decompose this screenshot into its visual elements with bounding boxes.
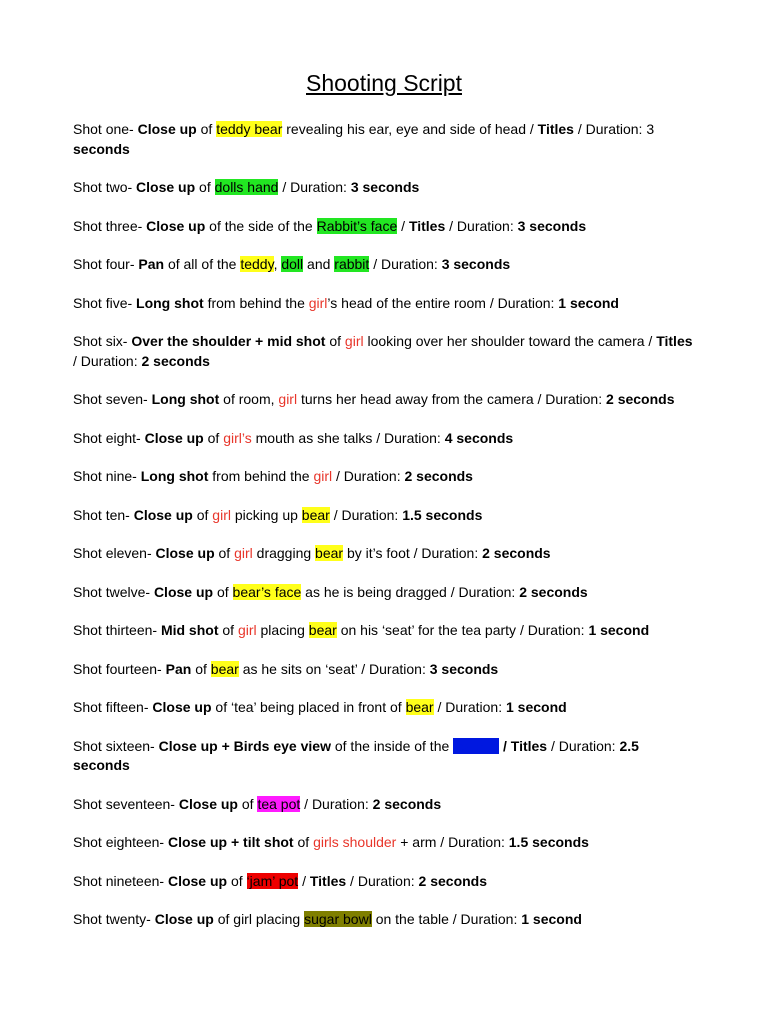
shot-text-b: 4 seconds	[444, 429, 514, 446]
page-title: Shooting Script	[306, 70, 462, 96]
shot-text: / Duration:	[332, 468, 405, 484]
shot-text: Shot nine-	[73, 468, 141, 484]
shot-text-b: Long shot	[136, 294, 204, 311]
shot-text-b: Pan	[138, 256, 165, 272]
shot-text-b: Long shot	[151, 391, 220, 407]
shot-text-hl-green: Rabbit’s face	[316, 217, 398, 234]
shot-text-b: 1 second	[588, 622, 650, 638]
shot-text: of	[203, 429, 224, 446]
shot-text: of girl placing	[213, 911, 305, 927]
shot-text: of	[237, 795, 258, 812]
shot-line	[73, 621, 693, 641]
shot-text: of room,	[219, 391, 279, 407]
shot-text-hl-yellow: teddy	[240, 256, 274, 272]
shot-text-b: Close up	[146, 217, 206, 234]
shot-text: Shot fifteen-	[73, 699, 153, 715]
shot-text: of	[218, 622, 238, 638]
shot-text-b: Close up	[133, 506, 193, 523]
shot-text-b: Close up	[136, 179, 196, 195]
shot-text: Shot ten-	[73, 506, 134, 523]
shot-text: + arm / Duration:	[396, 834, 509, 850]
shot-line	[73, 910, 693, 930]
shot-text: / Duration:	[433, 699, 506, 715]
shot-line	[73, 544, 693, 564]
shot-line	[73, 178, 693, 198]
shot-line	[73, 217, 693, 237]
shot-text-b: 3 seconds	[429, 660, 499, 677]
shot-text: Shot eleven-	[73, 545, 156, 561]
shot-text-red: girl	[212, 506, 231, 523]
shot-text-b: 1 second	[505, 699, 567, 715]
shot-text-b: Close up	[144, 429, 204, 446]
shot-text-b: Close up	[152, 699, 212, 715]
shot-text: placing	[256, 622, 309, 638]
shot-text-b: Close up	[155, 545, 215, 561]
shot-text: / Duration:	[278, 179, 351, 195]
shot-text-red: girls shoulder	[313, 834, 397, 850]
shot-line	[73, 255, 693, 275]
shot-line	[73, 795, 693, 815]
shot-text-red: girl’s	[223, 429, 252, 446]
shot-text: of ‘tea’ being placed in front of	[211, 699, 406, 715]
shot-text: of	[213, 583, 233, 600]
shot-text: of	[191, 660, 211, 677]
shot-text-hl-yellow: bear	[405, 699, 434, 715]
shot-line	[73, 506, 693, 526]
shot-text-hl-yellow: teddy bear	[216, 121, 283, 137]
shot-text: of	[196, 121, 217, 137]
shot-text-b: 1.5 seconds	[508, 834, 589, 850]
shot-text: of	[214, 545, 235, 561]
shot-text: Shot one-	[73, 121, 138, 137]
shot-text: of the inside of the	[330, 737, 454, 754]
shot-text-red: girl	[344, 333, 364, 349]
shot-text-red: girl	[234, 545, 253, 561]
shot-text: Shot five-	[73, 294, 137, 311]
shot-text: Shot three-	[73, 217, 147, 234]
shot-text: / Duration:	[445, 217, 518, 234]
shot-text-red: girl	[313, 468, 333, 484]
shot-text-b: 1 second	[558, 294, 619, 311]
shot-text-hl-blue: tea cup	[453, 737, 500, 754]
shot-text-b: Over the shoulder + mid shot	[131, 333, 326, 349]
shot-text-hl-green: doll	[281, 256, 304, 272]
shot-text: / Duration:	[346, 872, 419, 889]
shot-text-hl-magenta: tea pot	[257, 795, 301, 812]
shot-text: / Duration:	[547, 737, 620, 754]
shot-text: Shot nineteen-	[73, 872, 168, 889]
shot-text-hl-olive: sugar bowl	[304, 911, 372, 927]
shot-text-b: Long shot	[140, 468, 209, 484]
shot-text: Shot seventeen-	[73, 795, 179, 812]
shot-line	[73, 467, 693, 487]
shot-text-b: 2 seconds	[372, 795, 442, 812]
shot-text-b: 3 seconds	[441, 256, 511, 272]
shot-text: of	[227, 872, 247, 889]
shot-line	[73, 120, 693, 159]
shot-text-b: 3 seconds	[517, 217, 587, 234]
shot-text: / Duration:	[300, 795, 373, 812]
shot-text: of the side of the	[205, 217, 317, 234]
shot-text-b: Mid shot	[160, 622, 219, 638]
shot-text: Shot eighteen-	[73, 834, 168, 850]
shot-line	[73, 583, 693, 603]
shot-text: mouth as she talks / Duration:	[251, 429, 445, 446]
shot-text-hl-green: dolls hand	[214, 179, 279, 195]
shot-text-b: / Titles	[499, 737, 548, 754]
shot-text: Shot fourteen-	[73, 660, 166, 677]
shot-text: of all of the	[164, 256, 241, 272]
shot-line	[73, 698, 693, 718]
shot-text: /	[397, 217, 409, 234]
shot-text-b: Close up	[153, 583, 214, 600]
shot-text-b: 2.5 seconds	[73, 737, 639, 773]
shot-text-b: Pan	[165, 660, 192, 677]
shot-line	[73, 660, 693, 680]
shot-text: Shot four-	[73, 256, 139, 272]
shot-line	[73, 872, 693, 892]
shot-text: of	[195, 179, 215, 195]
shot-text-b: 1 second	[521, 911, 582, 927]
shot-text: / Duration:	[73, 352, 142, 369]
shot-line	[73, 833, 693, 853]
shot-line	[73, 390, 693, 410]
shot-text-b: 2 seconds	[606, 391, 675, 407]
shot-text-b: Close up	[167, 872, 228, 889]
shot-text-b: 2 seconds	[141, 352, 210, 369]
shot-text-b: 2 seconds	[482, 545, 551, 561]
shot-text-b: Close up + tilt shot	[167, 834, 294, 850]
shot-text: of	[325, 333, 345, 349]
shot-line	[73, 429, 693, 449]
shot-text: Shot thirteen-	[73, 622, 161, 638]
shot-text-hl-yellow: bear	[301, 506, 330, 523]
shot-text: ’s head of the entire room / Duration:	[327, 294, 559, 311]
shot-text: /	[298, 872, 310, 889]
shot-list	[73, 120, 693, 949]
shot-text: and	[303, 256, 335, 272]
shot-text: of	[192, 506, 213, 523]
shot-text-b: Titles	[408, 217, 446, 234]
shot-text: Shot twelve-	[73, 583, 154, 600]
shot-text-b: Close up	[137, 121, 197, 137]
shot-line	[73, 294, 693, 314]
shot-text: from behind the	[203, 294, 309, 311]
shot-text: looking over her shoulder toward the camera /	[363, 333, 657, 349]
shot-text-hl-red: ‘jam’ pot	[246, 872, 299, 889]
shot-text: Shot eight-	[73, 429, 145, 446]
shot-text: / Duration:	[369, 256, 442, 272]
shot-text: Shot seven-	[73, 391, 152, 407]
shot-text: as he is being dragged / Duration:	[301, 583, 520, 600]
shot-text-b: Close up	[154, 911, 214, 927]
shot-text: from behind the	[208, 468, 314, 484]
shot-text-red: girl	[308, 294, 328, 311]
shot-text: Shot sixteen-	[73, 737, 159, 754]
shot-text-b: Titles	[656, 333, 693, 349]
shot-text-b: Close up + Birds eye view	[158, 737, 331, 754]
shot-text: / Duration: 3	[573, 121, 655, 137]
shot-line	[73, 737, 693, 776]
shot-text-hl-yellow: bear	[308, 622, 337, 638]
shot-text-hl-yellow: bear	[210, 660, 239, 677]
shot-text: dragging	[252, 545, 316, 561]
shot-text: ,	[273, 256, 282, 272]
shot-text: on the table / Duration:	[371, 911, 522, 927]
shot-text-b: seconds	[73, 140, 130, 157]
shot-text: Shot six-	[73, 333, 132, 349]
shot-text-b: 2 seconds	[418, 872, 488, 889]
shot-text-b: 1.5 seconds	[402, 506, 483, 523]
shot-text: of	[293, 834, 314, 850]
shot-line	[73, 332, 693, 371]
shot-text: picking up	[230, 506, 302, 523]
shot-text-b: 2 seconds	[519, 583, 588, 600]
shot-text: / Duration:	[329, 506, 403, 523]
shot-text-hl-yellow: bear	[315, 545, 344, 561]
shot-text-b: 2 seconds	[404, 468, 473, 484]
shot-text: on his ‘seat’ for the tea party / Duration:	[336, 622, 589, 638]
shot-text-hl-green: rabbit	[334, 256, 370, 272]
shot-text-hl-yellow: bear’s face	[232, 583, 302, 600]
shot-text: Shot two-	[73, 179, 137, 195]
shot-text-red: girl	[278, 391, 298, 407]
shot-text-red: girl	[237, 622, 257, 638]
shot-text: as he sits on ‘seat’ / Duration:	[238, 660, 430, 677]
shot-text-b: Titles	[537, 121, 574, 137]
shot-text: Shot twenty-	[73, 911, 155, 927]
shot-text-b: 3 seconds	[350, 179, 420, 195]
shot-text-b: Titles	[309, 872, 347, 889]
shot-text-b: Close up	[178, 795, 238, 812]
shot-text: turns her head away from the camera / Duration:	[297, 391, 607, 407]
shot-text: revealing his ear, eye and side of head /	[282, 121, 538, 137]
shot-text: by it’s foot / Duration:	[343, 545, 483, 561]
